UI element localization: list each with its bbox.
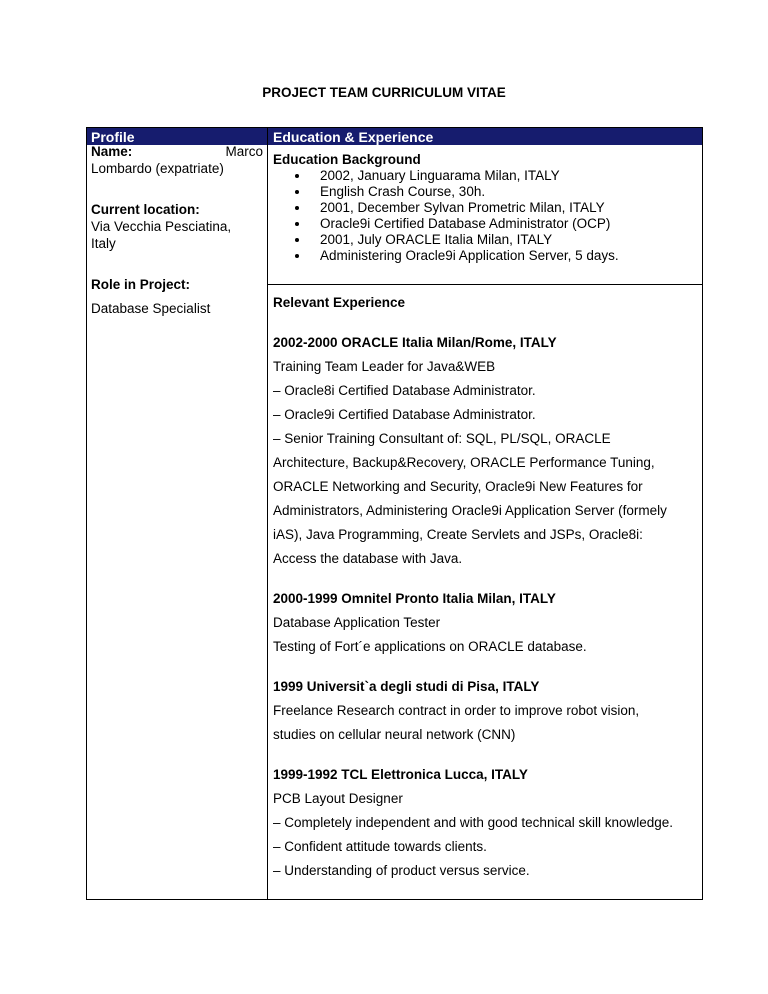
role-value: Database Specialist: [91, 301, 211, 316]
job-heading: 1999-1992 TCL Elettronica Lucca, ITALY: [273, 767, 528, 782]
job-line: – Confident attitude towards clients.: [273, 839, 487, 854]
education-item: Administering Oracle9i Application Server, 5 days.: [269, 248, 697, 264]
profile-role-value: [91, 300, 263, 317]
location-line: Via Vecchia Pesciatina,: [91, 219, 232, 234]
education-title: Education Background: [273, 152, 421, 167]
education-item: English Crash Course, 30h.: [269, 184, 697, 200]
job-line: studies on cellular neural network (CNN): [273, 727, 516, 742]
job-line: iAS), Java Programming, Create Servlets and JSPs, Oracle8i:: [273, 527, 643, 542]
job-line: Testing of Fort´e applications on ORACLE database.: [273, 639, 587, 654]
job-heading: 2002-2000 ORACLE Italia Milan/Rome, ITALY: [273, 335, 557, 350]
section-divider: [268, 284, 702, 285]
cv-table: [86, 127, 703, 900]
education-item: 2001, July ORACLE Italia Milan, ITALY: [269, 232, 697, 248]
job-line: Architecture, Backup&Recovery, ORACLE Performance Tuning,: [273, 455, 655, 470]
location-label: Current location:: [91, 202, 200, 217]
profile-name: [91, 143, 263, 177]
job-line: Administrators, Administering Oracle9i Application Server (formely: [273, 503, 667, 518]
job-line: – Oracle8i Certified Database Administrator.: [273, 383, 536, 398]
role-label: Role in Project:: [91, 277, 191, 292]
name-first: Marco: [225, 144, 263, 159]
education-item: Oracle9i Certified Database Administrator (OCP): [269, 216, 697, 232]
experience-section: [273, 291, 697, 883]
education-item: 2001, December Sylvan Prometric Milan, ITALY: [269, 200, 697, 216]
job-line: – Senior Training Consultant of: SQL, PL/SQL, ORACLE: [273, 431, 611, 446]
name-rest: Lombardo (expatriate): [91, 161, 224, 176]
location-line: Italy: [91, 236, 116, 251]
job-line: Database Application Tester: [273, 615, 441, 630]
education-section: [273, 151, 697, 264]
profile-role: [91, 276, 263, 293]
education-item: 2002, January Linguarama Milan, ITALY: [269, 168, 697, 184]
profile-location: [91, 201, 263, 252]
job-heading: 1999 Universit`a degli studi di Pisa, ITALY: [273, 679, 540, 694]
job-line: Training Team Leader for Java&WEB: [273, 359, 496, 374]
job-line: ORACLE Networking and Security, Oracle9i New Features for: [273, 479, 643, 494]
job-line: – Understanding of product versus service.: [273, 863, 530, 878]
job-line: Access the database with Java.: [273, 551, 463, 566]
education-list: [269, 168, 697, 264]
job-heading: 2000-1999 Omnitel Pronto Italia Milan, ITALY: [273, 591, 556, 606]
column-divider: [267, 128, 268, 899]
job-line: – Completely independent and with good technical skill knowledge.: [273, 815, 674, 830]
experience-title: Relevant Experience: [273, 295, 406, 310]
job-line: Freelance Research contract in order to improve robot vision,: [273, 703, 640, 718]
job-line: – Oracle9i Certified Database Administrator.: [273, 407, 536, 422]
job-line: PCB Layout Designer: [273, 791, 403, 806]
education-experience-header: Education & Experience: [273, 129, 434, 145]
profile-header: Profile: [91, 129, 135, 145]
document-title: PROJECT TEAM CURRICULUM VITAE: [262, 85, 506, 100]
name-label: Name:: [91, 144, 133, 159]
